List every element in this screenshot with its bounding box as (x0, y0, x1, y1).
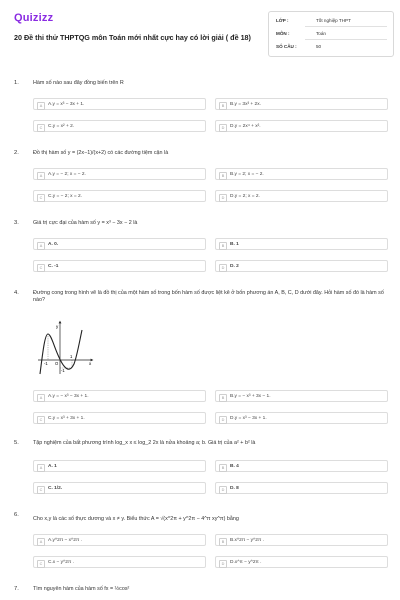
answer-option-b[interactable] (215, 98, 388, 110)
origin-label: O (55, 361, 59, 366)
option-letter: C (37, 416, 45, 424)
option-text: C.y = x² + 2. (48, 124, 75, 129)
option-letter: C (37, 486, 45, 494)
question-text: Đồ thị hàm số y = (2x−1)/(x+2) có các đường tiệm cận là (33, 150, 169, 156)
answer-option-c[interactable] (33, 190, 206, 202)
answer-option-b[interactable] (215, 390, 388, 402)
answer-option-d[interactable] (215, 260, 388, 272)
answer-option-b[interactable] (215, 238, 388, 250)
option-letter: C (37, 124, 45, 132)
answer-option-b[interactable] (215, 534, 388, 546)
option-letter: A (37, 172, 45, 180)
answer-option-c[interactable] (33, 260, 206, 272)
answer-option-a[interactable] (33, 534, 206, 546)
option-letter: A (37, 464, 45, 472)
meta-count (276, 44, 321, 49)
option-letter: D (219, 124, 227, 132)
answer-option-d[interactable] (215, 412, 388, 424)
option-text: A. 1 (48, 464, 57, 469)
option-text: A. 0. (48, 242, 59, 247)
answer-option-a[interactable] (33, 238, 206, 250)
answer-option-c[interactable] (33, 412, 206, 424)
option-letter: B (219, 538, 227, 546)
option-letter: C (37, 264, 45, 272)
question-number: 4. (14, 290, 19, 296)
option-letter: C (37, 194, 45, 202)
answer-option-c[interactable] (33, 120, 206, 132)
tick-label-neg1: -1 (44, 361, 48, 366)
answer-option-a[interactable] (33, 460, 206, 472)
option-letter: A (37, 538, 45, 546)
worksheet-header (0, 0, 400, 62)
option-letter: D (219, 486, 227, 494)
question-text: Giá trị cực đại của hàm số y = x³ − 3x − 2 là (33, 220, 138, 226)
option-text: A.y^2π − x^2π . (48, 538, 82, 543)
option-letter: C (37, 560, 45, 568)
answer-option-d[interactable] (215, 556, 388, 568)
meta-info-box (268, 11, 394, 57)
meta-subject (276, 31, 326, 36)
option-letter: B (219, 464, 227, 472)
option-letter: B (219, 102, 227, 110)
answer-option-d[interactable] (215, 190, 388, 202)
page-title: 20 Đề thi thử THPTQG môn Toán mới nhất cực hay có lời giải ( đề 18) (14, 33, 251, 42)
meta-subject-label: MÔN : (276, 31, 290, 36)
option-letter: D (219, 194, 227, 202)
option-letter: D (219, 560, 227, 568)
question-text: Hàm số nào sau đây đồng biến trên R (33, 80, 124, 86)
option-text: C. -1 (48, 264, 59, 269)
option-text: B.y = − x³ + 3x − 1. (230, 394, 271, 399)
question-text: Cho x,y là các số thực dương và x ≠ y. Biểu thức A = √(x^2π + y^2π − 4^π xy^π) bằng (33, 516, 239, 522)
option-text: B.x^2π − y^2π . (230, 538, 264, 543)
quizizz-logo: Quizizz (14, 12, 54, 24)
answer-option-d[interactable] (215, 482, 388, 494)
meta-grade-value: Tốt nghiệp THPT (316, 18, 351, 23)
option-letter: D (219, 416, 227, 424)
option-text: A.y = − 2; x = − 2. (48, 172, 86, 177)
option-letter: B (219, 172, 227, 180)
question-number: 3. (14, 220, 19, 226)
option-letter: D (219, 264, 227, 272)
option-letter: B (219, 242, 227, 250)
divider (305, 39, 387, 40)
question-number: 6. (14, 512, 19, 518)
option-text: D.y = x³ − 3x + 1. (230, 416, 267, 421)
option-text: B.y = 2; x = − 2. (230, 172, 264, 177)
function-graph (34, 320, 94, 376)
meta-grade-label: LỚP : (276, 18, 289, 23)
option-text: C.x − y^2π . (48, 560, 74, 565)
answer-option-a[interactable] (33, 98, 206, 110)
option-text: B.y = 3x³ + 2x. (230, 102, 261, 107)
tick-label-y-neg1: -1 (61, 368, 65, 373)
meta-count-label: SỐ CÂU : (276, 44, 297, 49)
question-number: 2. (14, 150, 19, 156)
option-text: D.y = 2; x = 2. (230, 194, 260, 199)
question-text: Tập nghiệm của bất phương trình log_x x ≤ log_2 2x là nửa khoảng a; b. Giá trị của a² + b² là (33, 440, 256, 446)
option-text: D. 2 (230, 264, 239, 269)
axis-label-y: y (56, 324, 59, 329)
option-text: C.y = x³ + 3x + 1. (48, 416, 85, 421)
tick-label-1: 1 (70, 354, 73, 359)
answer-option-d[interactable] (215, 120, 388, 132)
option-text: D. 8 (230, 486, 239, 491)
answer-option-a[interactable] (33, 390, 206, 402)
option-letter: B (219, 394, 227, 402)
meta-count-value: 50 (316, 44, 322, 49)
divider (305, 26, 387, 27)
question-text: Tìm nguyên hàm của hàm số fx = ½cos² (33, 586, 130, 592)
option-text: D.y = 2x⁴ + x². (230, 124, 261, 129)
option-letter: A (37, 394, 45, 402)
question-number: 1. (14, 80, 19, 86)
option-text: C.y = − 2; x = 2. (48, 194, 82, 199)
option-text: A.y = − x³ − 3x + 1. (48, 394, 89, 399)
option-letter: A (37, 102, 45, 110)
meta-grade (276, 18, 351, 23)
answer-option-b[interactable] (215, 460, 388, 472)
option-letter: A (37, 242, 45, 250)
answer-option-b[interactable] (215, 168, 388, 180)
meta-subject-value: Toán (316, 31, 326, 36)
answer-option-c[interactable] (33, 556, 206, 568)
axis-label-x: x (89, 361, 92, 366)
answer-option-c[interactable] (33, 482, 206, 494)
option-text: B. 4 (230, 464, 239, 469)
question-number: 5. (14, 440, 19, 446)
option-text: A.y = x³ − 3x + 1. (48, 102, 85, 107)
option-text: C. 1/2. (48, 486, 63, 491)
answer-option-a[interactable] (33, 168, 206, 180)
question-number: 7. (14, 586, 19, 592)
option-text: B. 1 (230, 242, 239, 247)
option-text: D.x^π − y^2π . (230, 560, 262, 565)
question-text: Đường cong trong hình vẽ là đồ thị của một hàm số trong bốn hàm số được liệt kê ở bốn phương án A, B, C, D dưới đây. Hỏi hàm số đó là hàm số nào? (33, 290, 384, 304)
